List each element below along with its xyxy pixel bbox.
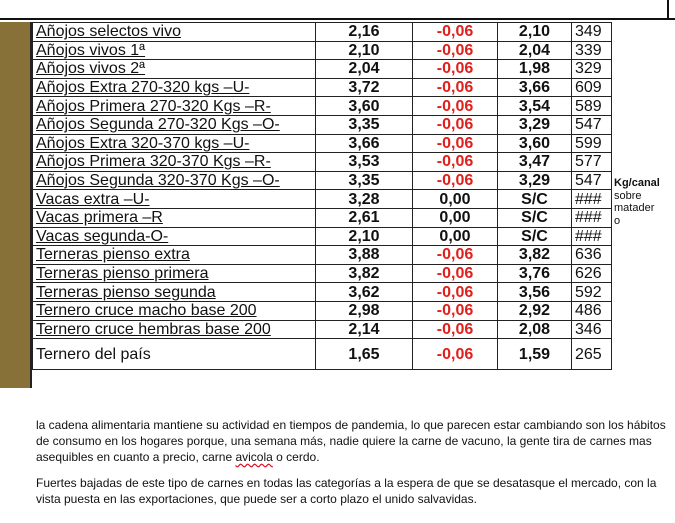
row-name-cell: Añojos vivos 1ª — [33, 41, 316, 60]
row-change-cell: -0,06 — [413, 264, 498, 283]
row-final-cell: S/C — [498, 190, 572, 209]
row-final-cell: S/C — [498, 227, 572, 246]
row-price-cell: 3,60 — [316, 97, 413, 116]
table-row — [33, 153, 612, 172]
price-table — [32, 22, 612, 370]
row-change-cell: -0,06 — [413, 115, 498, 134]
table-row — [33, 190, 612, 209]
row-count-cell: ### — [572, 227, 612, 246]
row-final-cell: S/C — [498, 208, 572, 227]
row-count-cell: 265 — [572, 339, 612, 370]
row-name-cell: Añojos Segunda 320-370 Kgs –O- — [33, 171, 316, 190]
row-change-cell: -0,06 — [413, 171, 498, 190]
row-name-cell: Añojos Segunda 270-320 Kgs –O- — [33, 115, 316, 134]
row-price-cell: 3,66 — [316, 134, 413, 153]
row-change-cell: -0,06 — [413, 283, 498, 302]
row-count-cell: 346 — [572, 320, 612, 339]
row-count-cell: 589 — [572, 97, 612, 116]
row-change-cell: 0,00 — [413, 227, 498, 246]
row-change-cell: -0,06 — [413, 246, 498, 265]
row-count-cell: 592 — [572, 283, 612, 302]
row-count-cell: 577 — [572, 153, 612, 172]
top-rule — [0, 18, 675, 20]
row-change-cell: -0,06 — [413, 23, 498, 42]
table-row — [33, 264, 612, 283]
row-count-cell: 547 — [572, 115, 612, 134]
row-final-cell: 3,29 — [498, 171, 572, 190]
table-row — [33, 339, 612, 370]
table-row — [33, 301, 612, 320]
row-final-cell: 3,60 — [498, 134, 572, 153]
row-price-cell: 3,88 — [316, 246, 413, 265]
row-change-cell: -0,06 — [413, 339, 498, 370]
row-count-cell: 599 — [572, 134, 612, 153]
unit-note — [614, 177, 674, 227]
row-final-cell: 2,92 — [498, 301, 572, 320]
row-change-cell: -0,06 — [413, 97, 498, 116]
table-row — [33, 283, 612, 302]
row-price-cell: 2,16 — [316, 23, 413, 42]
row-name-cell: Ternero cruce macho base 200 — [33, 301, 316, 320]
row-count-cell: 349 — [572, 23, 612, 42]
article-text — [36, 417, 666, 517]
unit-note-line2: sobre — [614, 189, 642, 202]
row-price-cell: 3,28 — [316, 190, 413, 209]
row-price-cell: 2,98 — [316, 301, 413, 320]
paragraph-1-end: o cerdo. — [272, 450, 320, 464]
table-row — [33, 246, 612, 265]
row-final-cell: 2,08 — [498, 320, 572, 339]
row-header-stripe — [0, 22, 32, 388]
table-row — [33, 171, 612, 190]
unit-note-line4: o — [614, 214, 621, 227]
unit-note-line3: matader — [614, 202, 655, 214]
table-row — [33, 208, 612, 227]
row-count-cell: ### — [572, 190, 612, 209]
row-count-cell: 547 — [572, 171, 612, 190]
row-name-cell: Añojos selectos vivo — [33, 23, 316, 42]
row-name-cell: Vacas extra –U- — [33, 190, 316, 209]
row-count-cell: 486 — [572, 301, 612, 320]
row-count-cell: 329 — [572, 60, 612, 79]
row-final-cell: 3,29 — [498, 115, 572, 134]
spellcheck-word: avicola — [235, 450, 273, 464]
row-price-cell: 3,35 — [316, 171, 413, 190]
row-name-cell: Añojos vivos 2ª — [33, 60, 316, 79]
table-row — [33, 60, 612, 79]
row-count-cell: 626 — [572, 264, 612, 283]
row-count-cell: ### — [572, 208, 612, 227]
row-change-cell: 0,00 — [413, 190, 498, 209]
row-price-cell: 2,14 — [316, 320, 413, 339]
row-price-cell: 3,82 — [316, 264, 413, 283]
row-final-cell: 2,04 — [498, 41, 572, 60]
paragraph-1-start: la cadena alimentaria mantiene su actividad en tiempos de pandemia, lo que parecen estar cambiando son los hábitos de consumo en los hogares porque, una semana más, nadie quiere la carne de vacuno, la gente tira de carnes mas asequibles en cuanto a precio, carne — [36, 418, 666, 464]
row-price-cell: 2,10 — [316, 41, 413, 60]
table-row — [33, 23, 612, 42]
row-name-cell: Vacas segunda-O- — [33, 227, 316, 246]
row-count-cell: 339 — [572, 41, 612, 60]
row-price-cell: 2,10 — [316, 227, 413, 246]
row-change-cell: -0,06 — [413, 301, 498, 320]
row-name-cell: Añojos Primera 320-370 Kgs –R- — [33, 153, 316, 172]
table-row — [33, 320, 612, 339]
table-row — [33, 97, 612, 116]
row-price-cell: 2,04 — [316, 60, 413, 79]
row-price-cell: 3,72 — [316, 78, 413, 97]
row-change-cell: 0,00 — [413, 208, 498, 227]
row-change-cell: -0,06 — [413, 60, 498, 79]
row-name-cell: Añojos Primera 270-320 Kgs –R- — [33, 97, 316, 116]
row-final-cell: 3,54 — [498, 97, 572, 116]
row-count-cell: 636 — [572, 246, 612, 265]
row-change-cell: -0,06 — [413, 41, 498, 60]
table-row — [33, 78, 612, 97]
top-border — [0, 0, 675, 22]
table-row — [33, 227, 612, 246]
row-final-cell: 3,47 — [498, 153, 572, 172]
row-name-cell: Ternero cruce hembras base 200 — [33, 320, 316, 339]
row-name-cell: Terneras pienso extra — [33, 246, 316, 265]
row-final-cell: 2,10 — [498, 23, 572, 42]
row-change-cell: -0,06 — [413, 134, 498, 153]
row-change-cell: -0,06 — [413, 320, 498, 339]
row-name-cell: Añojos Extra 320-370 kgs –U- — [33, 134, 316, 153]
row-final-cell: 3,56 — [498, 283, 572, 302]
unit-note-line1: Kg/canal — [614, 177, 660, 189]
row-price-cell: 3,62 — [316, 283, 413, 302]
row-price-cell: 3,35 — [316, 115, 413, 134]
row-final-cell: 3,76 — [498, 264, 572, 283]
row-price-cell: 1,65 — [316, 339, 413, 370]
row-final-cell: 1,59 — [498, 339, 572, 370]
row-name-cell: Terneras pienso primera — [33, 264, 316, 283]
row-final-cell: 3,82 — [498, 246, 572, 265]
row-name-cell: Añojos Extra 270-320 kgs –U- — [33, 78, 316, 97]
row-name-cell: Vacas primera –R — [33, 208, 316, 227]
row-price-cell: 2,61 — [316, 208, 413, 227]
table-row — [33, 115, 612, 134]
price-sheet — [0, 22, 675, 389]
paragraph-1 — [36, 417, 666, 465]
paragraph-2: Fuertes bajadas de este tipo de carnes en todas las categorías a la espera de que se desatasque el mercado, con la vista puesta en las exportaciones, que puede ser a corto plazo el unido salvavidas. — [36, 476, 657, 506]
row-change-cell: -0,06 — [413, 78, 498, 97]
row-name-cell: Terneras pienso segunda — [33, 283, 316, 302]
row-final-cell: 1,98 — [498, 60, 572, 79]
row-final-cell: 3,66 — [498, 78, 572, 97]
row-change-cell: -0,06 — [413, 153, 498, 172]
row-count-cell: 609 — [572, 78, 612, 97]
table-row — [33, 41, 612, 60]
row-name-cell: Ternero del país — [33, 339, 316, 370]
top-right-tick — [667, 0, 669, 20]
table-row — [33, 134, 612, 153]
row-price-cell: 3,53 — [316, 153, 413, 172]
